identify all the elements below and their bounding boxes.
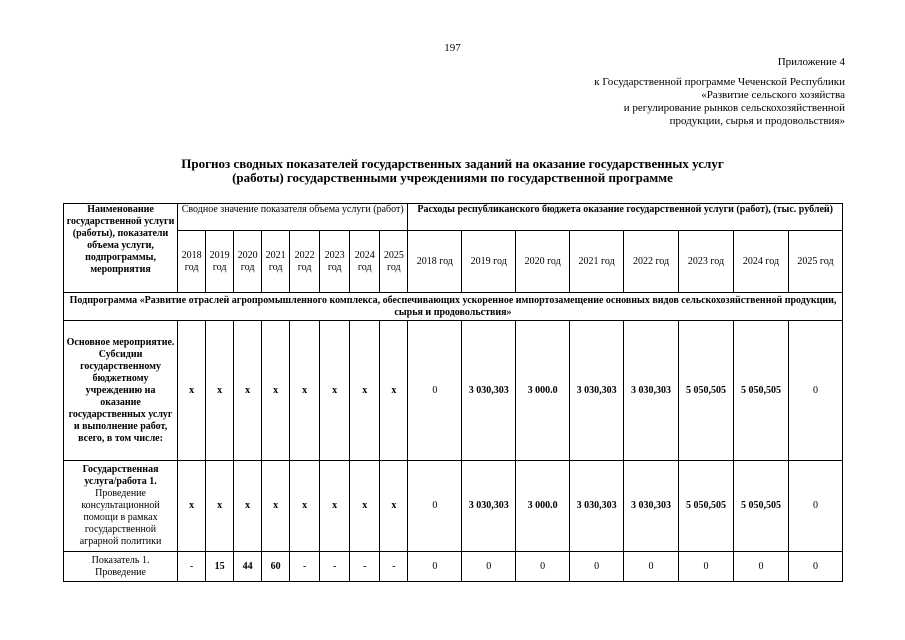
table-cell: - [350,552,380,582]
budget-year-2018: 2018 год [408,231,462,293]
budget-year-2023: 2023 год [679,231,734,293]
budget-year-2025: 2025 год [788,231,842,293]
row-indicator-name: Показатель 1. Проведение [64,552,178,582]
row-service-name-bold: Государственная услуга/работа 1. [82,464,159,487]
row-service-name [64,461,178,552]
table-cell: 44 [234,552,262,582]
table-cell: х [380,321,408,461]
row-main-activity-name: Основное мероприятие. Субсидии государственному бюджетному учреждению на оказание государственных услуг и выполнение работ, всего, в том числе: [64,321,178,461]
table-cell: 3 000.0 [516,461,570,552]
table-cell: х [262,321,290,461]
table-cell: - [290,552,320,582]
appendix-line: «Развитие сельского хозяйства [701,89,845,101]
appendix-line: и регулирование рынков сельскохозяйственной [623,102,845,114]
table-cell: 60 [262,552,290,582]
table-cell: 3 000.0 [516,321,570,461]
table-cell: 0 [788,321,842,461]
table-cell: х [320,321,350,461]
table-cell: х [320,461,350,552]
volume-year-2023: 2023 год [320,231,350,293]
table-cell: 0 [570,552,624,582]
table-cell: х [234,321,262,461]
budget-year-2022: 2022 год [624,231,679,293]
table-cell: х [290,461,320,552]
table-cell: 0 [516,552,570,582]
header-budget: Расходы республиканского бюджета оказание государственной услуги (работ), (тыс. рублей) [408,204,843,231]
table-cell: х [206,461,234,552]
table-cell: 5 050,505 [679,461,734,552]
table-cell: 3 030,303 [624,321,679,461]
table-cell: 5 050,505 [679,321,734,461]
page-number: 197 [444,42,461,54]
table-cell: 3 030,303 [462,461,516,552]
header-name: Наименование государственной услуги (работы), показатели объема услуги, подпрограммы, мероприятия [64,204,178,293]
title-line: (работы) государственными учреждениями по государственной программе [232,170,673,185]
table-cell: 0 [408,552,462,582]
table-cell: 3 030,303 [570,321,624,461]
table-cell: х [350,461,380,552]
table-cell: 0 [408,461,462,552]
document-title [0,157,905,185]
volume-year-2018: 2018 год [178,231,206,293]
table-cell: 0 [624,552,679,582]
subprogram-row: Подпрограмма «Развитие отраслей агропромышленного комплекса, обеспечивающих ускоренное импортозамещение основных видов сельскохозяйственной продукции, сырья и продовольствия» [64,293,843,321]
title-line: Прогноз сводных показателей государственных заданий на оказание государственных услуг [181,156,724,171]
table-cell: 0 [788,552,842,582]
appendix-line: к Государственной программе Чеченской Республики [594,76,845,88]
volume-year-2021: 2021 год [262,231,290,293]
appendix-line: Приложение 4 [777,56,845,68]
table-cell: 3 030,303 [570,461,624,552]
volume-year-2025: 2025 год [380,231,408,293]
table-cell: - [178,552,206,582]
table-cell: 0 [788,461,842,552]
table-cell: 0 [733,552,788,582]
volume-year-2022: 2022 год [290,231,320,293]
table-cell: 5 050,505 [733,321,788,461]
header-volume: Сводное значение показателя объема услуги (работ) [178,204,408,231]
volume-year-2024: 2024 год [350,231,380,293]
budget-year-2020: 2020 год [516,231,570,293]
table-cell: - [320,552,350,582]
table-cell: 5 050,505 [733,461,788,552]
table-cell: х [380,461,408,552]
table-cell: 0 [408,321,462,461]
volume-year-2020: 2020 год [234,231,262,293]
table-cell: 0 [679,552,734,582]
budget-year-2024: 2024 год [733,231,788,293]
table-cell: 0 [462,552,516,582]
table-cell: х [206,321,234,461]
budget-year-2019: 2019 год [462,231,516,293]
table-cell: х [350,321,380,461]
table-cell: 3 030,303 [624,461,679,552]
volume-year-2019: 2019 год [206,231,234,293]
table-cell: х [234,461,262,552]
appendix-line: продукции, сырья и продовольствия» [669,115,845,127]
appendix-note [594,56,845,128]
table-cell: 15 [206,552,234,582]
forecast-table [63,203,843,582]
table-cell: - [380,552,408,582]
table-cell: х [178,321,206,461]
table-cell: 3 030,303 [462,321,516,461]
row-service-name-rest: Проведение консультационной помощи в рамках государственной аграрной политики [79,488,162,547]
table-cell: х [290,321,320,461]
budget-year-2021: 2021 год [570,231,624,293]
table-cell: х [178,461,206,552]
table-cell: х [262,461,290,552]
